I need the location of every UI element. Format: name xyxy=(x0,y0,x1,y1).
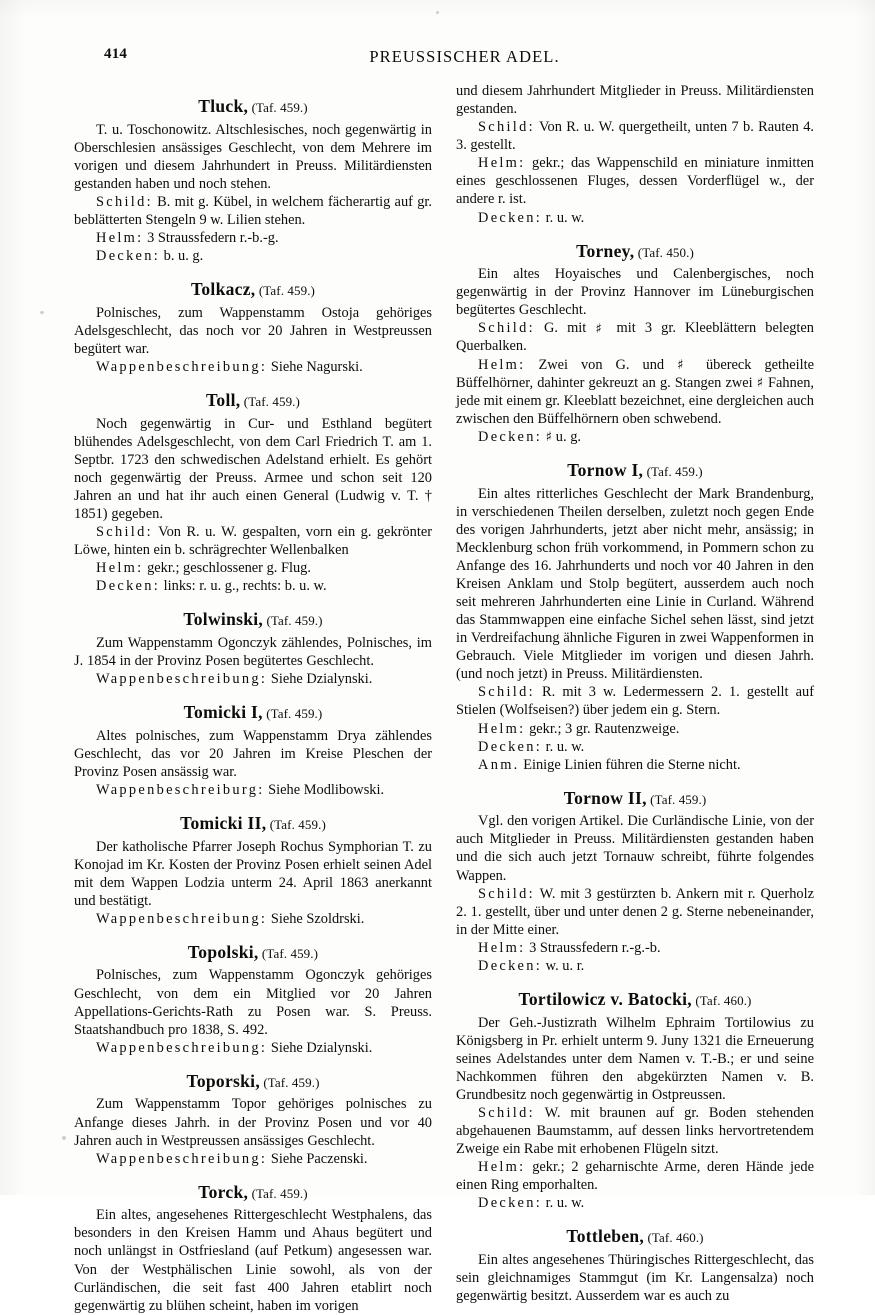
heraldic-field-label: Decken: xyxy=(478,209,543,226)
heraldic-field-label: Helm: xyxy=(478,720,526,737)
entry-body: Ein altes, angesehenes Rittergeschlecht Westphalens, das besonders in den Kreisen Hamm und Ahaus begütert und noch unlängst in Ostfriesland (auf Petkum) angesessen war. Von der Westphälischen Linie sowohl, als von der Curländischen, die seit fast 400 Jahren etablirt noch gegenwärtig zu blühen scheint, haben im vorigen xyxy=(74,1207,432,1314)
entry-heading xyxy=(74,376,432,415)
heraldic-field-label: Wappenbeschreibung: xyxy=(96,910,268,927)
sable-symbol: ♯ xyxy=(756,375,764,392)
heraldic-field-label: Helm: xyxy=(96,230,144,247)
entry-body: Vgl. den vorigen Artikel. Die Curländische Linie, von der auch Mitglieder in Preuss. Militärdiensten gestanden haben und die sich auch jetzt Tornauw schreibt, führte folgendes Wappen. xyxy=(456,813,814,884)
plate-reference: (Taf. 460.) xyxy=(691,993,752,1008)
plate-reference: (Taf. 459.) xyxy=(643,463,703,479)
entry-body: Altes polnisches, zum Wappenstamm Drya zählendes Geschlecht, das vor 20 Jahren im Kreise Pleschen der Provinz Posen ansässig war. xyxy=(74,727,432,780)
heraldic-field: Decken: r. u. w. xyxy=(478,738,585,755)
heraldic-field: Decken: w. u. r. xyxy=(478,957,585,974)
heraldic-field-label: Schild: xyxy=(96,193,153,210)
heraldic-field-label: Schild: xyxy=(478,684,535,701)
family-name: Toporski, xyxy=(186,1070,261,1091)
heraldic-field: Decken: links: r. u. g., rechts: b. u. w. xyxy=(96,578,327,595)
heraldic-field: Decken: r. u. w. xyxy=(478,1195,585,1212)
entry-heading xyxy=(456,446,814,485)
heraldic-field: Wappenbeschreibung: Siehe Szoldrski. xyxy=(96,910,365,927)
entry-heading xyxy=(456,774,814,813)
heraldic-field: Wappenbeschreibung: Siehe Nagurski. xyxy=(96,358,363,375)
heraldic-field: Anm. Einige Linien führen die Sterne nicht. xyxy=(478,756,741,773)
entry-heading xyxy=(456,1212,814,1251)
plate-reference: (Taf. 459.) xyxy=(258,945,319,961)
heraldic-field: Schild: G. mit ♯ mit 3 gr. Kleeblättern belegten Querbalken. xyxy=(456,320,814,355)
plate-reference: (Taf. 459.) xyxy=(255,283,315,299)
entry-body: Zum Wappenstamm Topor gehöriges polnisches zu Anfange dieses Jahrh. in der Provinz Posen und vor 40 Jahren auch in Westpreussen ansässiges Geschlecht. xyxy=(74,1096,432,1149)
heraldic-field-label: Helm: xyxy=(96,560,144,577)
heraldic-field-label: Helm: xyxy=(478,939,526,956)
heraldic-field: Wappenbeschreibung: Siehe Dzialynski. xyxy=(96,671,373,688)
plate-reference: (Taf. 459.) xyxy=(260,1074,320,1090)
heraldic-field: Schild: W. mit braunen auf gr. Boden stehenden abgehauenen Baumstamm, auf dessen links hervortretendem Zweige ein Rabe mit erhobenen Flügeln sitzt. xyxy=(456,1104,814,1158)
entry-body: Ein altes Hoyaisches und Calenbergisches, noch gegenwärtig in der Provinz Hannover im Lüneburgischen begütertes Geschlecht. xyxy=(456,266,814,319)
heraldic-field-label: Decken: xyxy=(478,1195,543,1212)
heraldic-field-label: Decken: xyxy=(96,248,161,265)
heraldic-field-label: Decken: xyxy=(478,428,543,445)
heraldic-field: Wappenbeschreiburg: Siehe Modlibowski. xyxy=(96,781,385,798)
family-name: Tluck, xyxy=(198,96,249,116)
heraldic-field: Decken: ♯ u. g. xyxy=(478,428,581,446)
heraldic-field-label: Helm: xyxy=(478,356,526,373)
heraldic-field-label: Helm: xyxy=(478,155,526,172)
family-name: Tortilowicz v. Batocki, xyxy=(518,989,692,1009)
entry-body: Polnisches, zum Wappenstamm Ogonczyk gehöriges Geschlecht, von dem ein Mitglied vor 20 Jahren Appellations-Gerichts-Rath zu Posen war. S. Preuss. Staatshandbuch pro 1838, S. 492. xyxy=(74,967,432,1038)
family-name: Tottleben, xyxy=(566,1226,645,1247)
family-name: Toll, xyxy=(206,390,241,411)
scan-speck xyxy=(436,11,439,14)
entry-heading xyxy=(74,928,432,967)
heraldic-field: Helm: Zwei von G. und ♯ übereck getheilte Büffelhörner, dahinter gekreuzt an g. Stangen zwei ♯ Fahnen, jede mit einem gr. Kleeblatt bezeichnet, eine dergleichen auch zwischen den Büffelhörnern oben schwebend. xyxy=(456,356,814,427)
heraldic-field-label: Wappenbeschreibung: xyxy=(96,358,268,375)
heraldic-field: Wappenbeschreibung: Siehe Dzialynski. xyxy=(96,1039,373,1056)
family-name: Tornow I, xyxy=(567,459,644,480)
entry-body: T. u. Toschonowitz. Altschlesisches, noch gegenwärtig in Oberschlesien ansässiges Geschlecht, von dem Mehrere im vorigen und diesem Jahrhundert in Preuss. Militärdiensten gestanden haben und noch stehen. xyxy=(74,121,432,192)
entry-body-continuation: und diesem Jahrhundert Mitglieder in Preuss. Militärdiensten gestanden. xyxy=(456,83,814,118)
family-name: Tomicki I, xyxy=(183,702,263,723)
heraldic-field-label: Schild: xyxy=(478,320,535,337)
entry-body: Der katholische Pfarrer Joseph Rochus Symphorian T. zu Konojad im Kr. Kosten der Provinz Posen erhielt seinen Adel mit dem Wappen Lodzia unterm 24. April 1863 anerkannt und bestätigt. xyxy=(74,838,432,909)
plate-reference: (Taf. 460.) xyxy=(644,1230,704,1246)
running-head xyxy=(0,46,875,68)
sable-symbol: ♯ xyxy=(545,429,553,446)
heraldic-field-label: Wappenbeschreiburg: xyxy=(96,781,265,798)
family-name: Tolwinski, xyxy=(183,609,264,630)
heraldic-field: Schild: W. mit 3 gestürzten b. Ankern mit r. Querholz 2. 1. gestellt, über und unter denen 2 g. Sterne nebeneinander, in der Mitte einer. xyxy=(456,885,814,938)
heraldic-field: Helm: gekr.; 3 gr. Rautenzweige. xyxy=(478,720,680,737)
heraldic-field-label: Wappenbeschreibung: xyxy=(96,671,268,688)
plate-reference: (Taf. 459.) xyxy=(240,394,300,410)
entry-body: Ein altes ritterliches Geschlecht der Mark Brandenburg, in verschiedenen Theilen derselben, zuletzt noch gegen Ende des vorigen Jahrhunderts, jetzt aber nicht mehr, ansässig; in Mecklenburg schon früh vorkommend, in Pommern schon zu Anfange des 16. Jahrhunderts und noch vor 40 Jahren in den Kreisen Anklam und Stolp begütert, ausserdem auch noch seit mehreren Jahrhunderten eine Linie in Curland. Während das Stammwappen eine einfache Sichel sehen lässt, sind jetzt in Verdreifachung ähnliche Figuren in zwei Wappenformen in Gebrauch. Viele Mitglieder im vorigen und diesen Jahrh. (und noch jetzt) in Preuss. Militärdiensten. xyxy=(456,485,814,683)
page-number: 414 xyxy=(104,46,128,62)
family-name: Torck, xyxy=(198,1181,249,1202)
entry-heading xyxy=(74,82,432,121)
heraldic-field: Helm: gekr.; 2 geharnischte Arme, deren Hände jede einen Ring emporhalten. xyxy=(456,1159,814,1194)
heraldic-field: Wappenbeschreibung: Siehe Paczenski. xyxy=(96,1150,368,1167)
heraldic-field: Decken: r. u. w. xyxy=(478,209,585,226)
heraldic-field-label: Schild: xyxy=(96,524,153,541)
family-name: Topolski, xyxy=(187,941,259,962)
heraldic-field-label: Schild: xyxy=(478,1104,535,1121)
heraldic-field-label: Helm: xyxy=(478,1159,526,1176)
heraldic-field-label: Anm. xyxy=(478,756,520,773)
heraldic-field: Helm: gekr.; das Wappenschild en miniature inmitten eines geschlossenen Fluges, dessen Vorderflügel w., der andere r. ist. xyxy=(456,155,814,208)
sable-symbol: ♯ xyxy=(595,320,608,337)
heraldic-field-label: Wappenbeschreibung: xyxy=(96,1039,268,1056)
heraldic-field: Helm: gekr.; geschlossener g. Flug. xyxy=(96,560,311,577)
family-name: Tomicki II, xyxy=(180,813,267,833)
plate-reference: (Taf. 459.) xyxy=(266,817,326,832)
entry-body: Ein altes angesehenes Thüringisches Rittergeschlecht, das sein gleichnamiges Stammgut (im Kr. Langensalza) noch gegenwärtig besitzt. Ausserdem war es auch zu xyxy=(456,1251,814,1305)
heraldic-field: Schild: Von R. u. W. quergetheilt, unten 7 b. Rauten 4. 3. gestellt. xyxy=(456,119,814,154)
heraldic-field: Schild: Von R. u. W. gespalten, vorn ein g. gekrönter Löwe, hinten ein b. schrägrechter Wellenbalken xyxy=(74,524,432,559)
heraldic-field: Helm: 3 Straussfedern r.-b.-g. xyxy=(96,230,279,247)
entry-heading xyxy=(74,799,432,838)
entry-body: Zum Wappenstamm Ogonczyk zählendes, Polnisches, im J. 1854 in der Provinz Posen begütertes Geschlecht. xyxy=(74,634,432,669)
entry-body: Der Geh.-Justizrath Wilhelm Ephraim Tortilowius zu Königsberg in Pr. erhielt unterm 9. Juny 1321 die Erneuerung seines Adelstandes unter dem Namen v. T.-B.; er und seine Nachkommen führen den abgekürzten Namen v. B. Grundbesitz noch gegenwärtig in Ostpreussen. xyxy=(456,1014,814,1103)
heraldic-field-label: Decken: xyxy=(96,578,161,595)
entry-heading xyxy=(74,1168,432,1207)
plate-reference: (Taf. 459.) xyxy=(263,613,323,629)
family-name: Tornow II, xyxy=(563,787,647,808)
heraldic-field: Helm: 3 Straussfedern r.-g.-b. xyxy=(478,939,661,956)
entry-body: Noch gegenwärtig in Cur- und Esthland begütert blühendes Adelsgeschlecht, von dem Carl Friedrich T. am 1. Septbr. 1723 den schwedischen Adelstand erhielt. Es gehört noch gegenwärtig der Preuss. Armee und schon seit 120 Jahren an und hat ihr auch einen General (Ludwig v. T. † 1851) gegeben. xyxy=(74,415,432,522)
entry-body: Polnisches, zum Wappenstamm Ostoja gehöriges Adelsgeschlecht, das noch vor 20 Jahren in Westpreussen begütert war. xyxy=(74,304,432,357)
entry-heading xyxy=(74,595,432,634)
family-name: Tolkacz, xyxy=(191,279,256,300)
entry-heading xyxy=(74,1057,432,1096)
entry-heading xyxy=(456,975,814,1014)
plate-reference: (Taf. 450.) xyxy=(634,244,694,260)
scan-speck xyxy=(62,1136,66,1140)
entry-heading xyxy=(74,265,432,304)
heraldic-field: Schild: B. mit g. Kübel, in welchem fächerartig auf gr. beblätterten Stengeln 9 w. Lilien stehen. xyxy=(74,193,432,228)
heraldic-field: Decken: b. u. g. xyxy=(96,248,204,265)
scan-speck xyxy=(40,311,44,314)
plate-reference: (Taf. 459.) xyxy=(646,791,707,807)
heraldic-field-label: Decken: xyxy=(478,738,543,755)
sable-symbol: ♯ xyxy=(677,357,693,374)
heraldic-field-label: Schild: xyxy=(478,885,535,902)
column-right xyxy=(456,82,814,1305)
family-name: Torney, xyxy=(576,240,635,261)
running-title: PREUSSISCHER ADEL. xyxy=(369,47,560,66)
heraldic-field-label: Wappenbeschreibung: xyxy=(96,1150,268,1167)
plate-reference: (Taf. 459.) xyxy=(248,1185,308,1201)
text-columns xyxy=(74,82,814,1314)
entry-heading xyxy=(456,227,814,266)
entry-heading xyxy=(74,688,432,727)
plate-reference: (Taf. 459.) xyxy=(248,100,308,115)
heraldic-field-label: Schild: xyxy=(478,119,535,136)
heraldic-field-label: Decken: xyxy=(478,957,543,974)
plate-reference: (Taf. 459.) xyxy=(262,706,323,722)
heraldic-field: Schild: R. mit 3 w. Ledermessern 2. 1. gestellt auf Stielen (Wolfseisen?) über jedem ein g. Stern. xyxy=(456,684,814,719)
column-left xyxy=(74,82,432,1314)
